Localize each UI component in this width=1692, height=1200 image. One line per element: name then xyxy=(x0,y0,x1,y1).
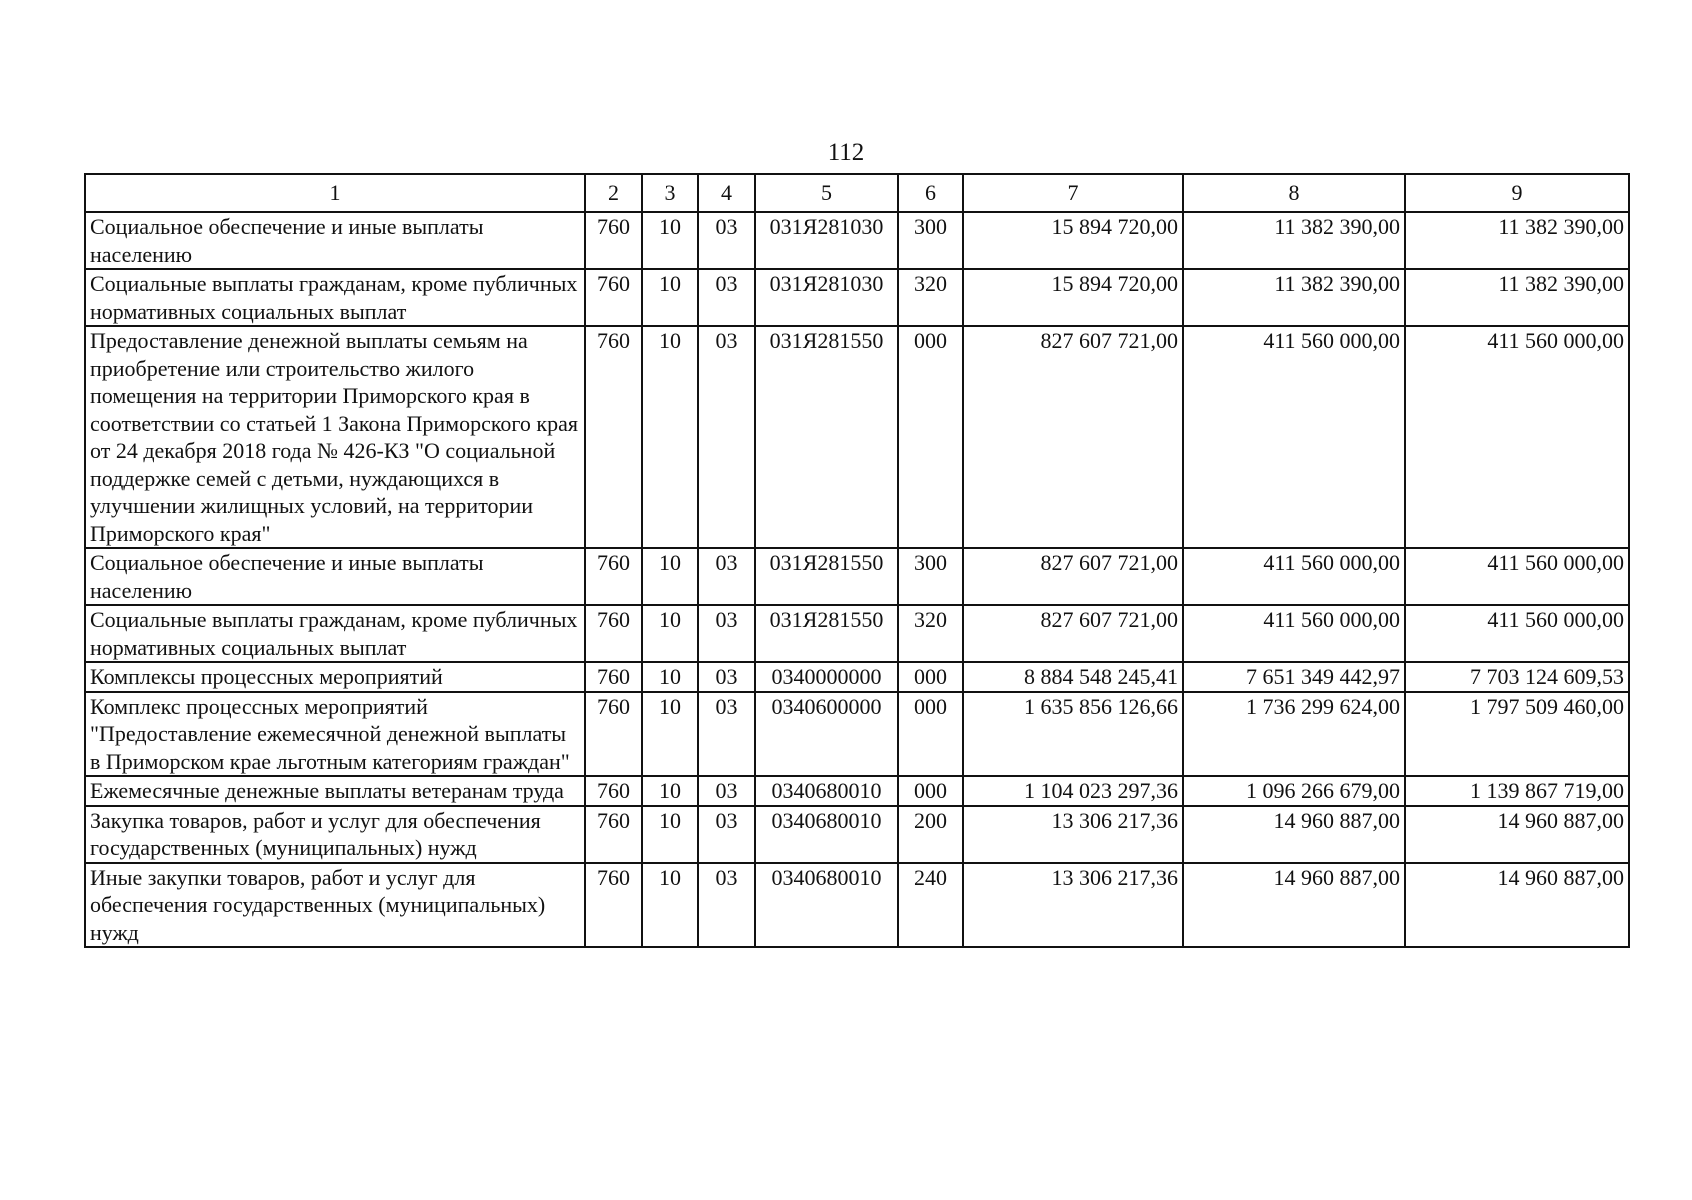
expense-type-code: 320 xyxy=(898,605,963,662)
amount-col9: 1 797 509 460,00 xyxy=(1405,692,1629,777)
subsection-code: 03 xyxy=(698,605,755,662)
table-row xyxy=(85,212,1629,269)
amount-col7: 8 884 548 245,41 xyxy=(963,662,1183,692)
table-row xyxy=(85,548,1629,605)
amount-col7: 827 607 721,00 xyxy=(963,548,1183,605)
table-row xyxy=(85,269,1629,326)
subsection-code: 03 xyxy=(698,269,755,326)
amount-col9: 411 560 000,00 xyxy=(1405,326,1629,548)
amount-col7: 13 306 217,36 xyxy=(963,806,1183,863)
expense-type-code: 000 xyxy=(898,662,963,692)
subsection-code: 03 xyxy=(698,662,755,692)
amount-col8: 14 960 887,00 xyxy=(1183,806,1405,863)
table-row xyxy=(85,692,1629,777)
amount-col7: 13 306 217,36 xyxy=(963,863,1183,948)
ministry-code: 760 xyxy=(585,692,642,777)
amount-col9: 11 382 390,00 xyxy=(1405,212,1629,269)
row-name: Комплекс процессных мероприятий "Предоставление ежемесячной денежной выплаты в Приморском крае льготным категориям граждан" xyxy=(85,692,585,777)
expense-type-code: 000 xyxy=(898,776,963,806)
column-header: 2 xyxy=(585,174,642,212)
amount-col8: 14 960 887,00 xyxy=(1183,863,1405,948)
amount-col7: 1 635 856 126,66 xyxy=(963,692,1183,777)
column-header: 8 xyxy=(1183,174,1405,212)
section-code: 10 xyxy=(642,269,698,326)
amount-col7: 1 104 023 297,36 xyxy=(963,776,1183,806)
amount-col7: 827 607 721,00 xyxy=(963,605,1183,662)
amount-col9: 7 703 124 609,53 xyxy=(1405,662,1629,692)
row-name: Социальные выплаты гражданам, кроме публичных нормативных социальных выплат xyxy=(85,269,585,326)
ministry-code: 760 xyxy=(585,269,642,326)
amount-col8: 411 560 000,00 xyxy=(1183,548,1405,605)
table-row xyxy=(85,776,1629,806)
section-code: 10 xyxy=(642,863,698,948)
row-name: Социальное обеспечение и иные выплаты населению xyxy=(85,212,585,269)
section-code: 10 xyxy=(642,605,698,662)
target-article-code: 0340600000 xyxy=(755,692,898,777)
amount-col7: 15 894 720,00 xyxy=(963,269,1183,326)
table-row xyxy=(85,605,1629,662)
row-name: Ежемесячные денежные выплаты ветеранам труда xyxy=(85,776,585,806)
column-header: 3 xyxy=(642,174,698,212)
ministry-code: 760 xyxy=(585,662,642,692)
table-row xyxy=(85,806,1629,863)
amount-col8: 1 096 266 679,00 xyxy=(1183,776,1405,806)
ministry-code: 760 xyxy=(585,605,642,662)
amount-col8: 11 382 390,00 xyxy=(1183,269,1405,326)
row-name: Иные закупки товаров, работ и услуг для обеспечения государственных (муниципальных) нужд xyxy=(85,863,585,948)
target-article-code: 031Я281550 xyxy=(755,605,898,662)
amount-col9: 14 960 887,00 xyxy=(1405,863,1629,948)
row-name: Социальные выплаты гражданам, кроме публичных нормативных социальных выплат xyxy=(85,605,585,662)
section-code: 10 xyxy=(642,326,698,548)
amount-col7: 15 894 720,00 xyxy=(963,212,1183,269)
target-article-code: 031Я281550 xyxy=(755,326,898,548)
target-article-code: 031Я281550 xyxy=(755,548,898,605)
expense-type-code: 200 xyxy=(898,806,963,863)
table-row xyxy=(85,326,1629,548)
column-header: 4 xyxy=(698,174,755,212)
column-header: 6 xyxy=(898,174,963,212)
section-code: 10 xyxy=(642,776,698,806)
target-article-code: 031Я281030 xyxy=(755,212,898,269)
row-name: Предоставление денежной выплаты семьям на приобретение или строительство жилого помещения на территории Приморского края в соответствии со статьей 1 Закона Приморского края от 24 декабря 2018 года № 426-КЗ "О социальной поддержке семей с детьми, нуждающихся в улучшении жилищных условий, на территории Приморского края" xyxy=(85,326,585,548)
column-header: 1 xyxy=(85,174,585,212)
amount-col9: 14 960 887,00 xyxy=(1405,806,1629,863)
section-code: 10 xyxy=(642,548,698,605)
amount-col9: 411 560 000,00 xyxy=(1405,605,1629,662)
amount-col9: 11 382 390,00 xyxy=(1405,269,1629,326)
table-row xyxy=(85,863,1629,948)
section-code: 10 xyxy=(642,212,698,269)
amount-col7: 827 607 721,00 xyxy=(963,326,1183,548)
expense-type-code: 300 xyxy=(898,212,963,269)
subsection-code: 03 xyxy=(698,806,755,863)
ministry-code: 760 xyxy=(585,806,642,863)
amount-col8: 7 651 349 442,97 xyxy=(1183,662,1405,692)
row-name: Комплексы процессных мероприятий xyxy=(85,662,585,692)
target-article-code: 0340680010 xyxy=(755,806,898,863)
budget-table xyxy=(84,173,1630,948)
section-code: 10 xyxy=(642,692,698,777)
subsection-code: 03 xyxy=(698,212,755,269)
amount-col9: 411 560 000,00 xyxy=(1405,548,1629,605)
amount-col8: 411 560 000,00 xyxy=(1183,605,1405,662)
target-article-code: 0340000000 xyxy=(755,662,898,692)
section-code: 10 xyxy=(642,806,698,863)
subsection-code: 03 xyxy=(698,548,755,605)
table-header-row xyxy=(85,174,1629,212)
expense-type-code: 240 xyxy=(898,863,963,948)
ministry-code: 760 xyxy=(585,326,642,548)
row-name: Закупка товаров, работ и услуг для обеспечения государственных (муниципальных) нужд xyxy=(85,806,585,863)
target-article-code: 0340680010 xyxy=(755,776,898,806)
amount-col9: 1 139 867 719,00 xyxy=(1405,776,1629,806)
expense-type-code: 320 xyxy=(898,269,963,326)
subsection-code: 03 xyxy=(698,776,755,806)
ministry-code: 760 xyxy=(585,212,642,269)
table-row xyxy=(85,662,1629,692)
subsection-code: 03 xyxy=(698,863,755,948)
amount-col8: 11 382 390,00 xyxy=(1183,212,1405,269)
column-header: 9 xyxy=(1405,174,1629,212)
ministry-code: 760 xyxy=(585,863,642,948)
subsection-code: 03 xyxy=(698,692,755,777)
expense-type-code: 000 xyxy=(898,692,963,777)
amount-col8: 1 736 299 624,00 xyxy=(1183,692,1405,777)
target-article-code: 0340680010 xyxy=(755,863,898,948)
ministry-code: 760 xyxy=(585,776,642,806)
column-header: 5 xyxy=(755,174,898,212)
subsection-code: 03 xyxy=(698,326,755,548)
row-name: Социальное обеспечение и иные выплаты населению xyxy=(85,548,585,605)
target-article-code: 031Я281030 xyxy=(755,269,898,326)
ministry-code: 760 xyxy=(585,548,642,605)
section-code: 10 xyxy=(642,662,698,692)
column-header: 7 xyxy=(963,174,1183,212)
page-number: 112 xyxy=(827,139,865,166)
expense-type-code: 000 xyxy=(898,326,963,548)
expense-type-code: 300 xyxy=(898,548,963,605)
amount-col8: 411 560 000,00 xyxy=(1183,326,1405,548)
